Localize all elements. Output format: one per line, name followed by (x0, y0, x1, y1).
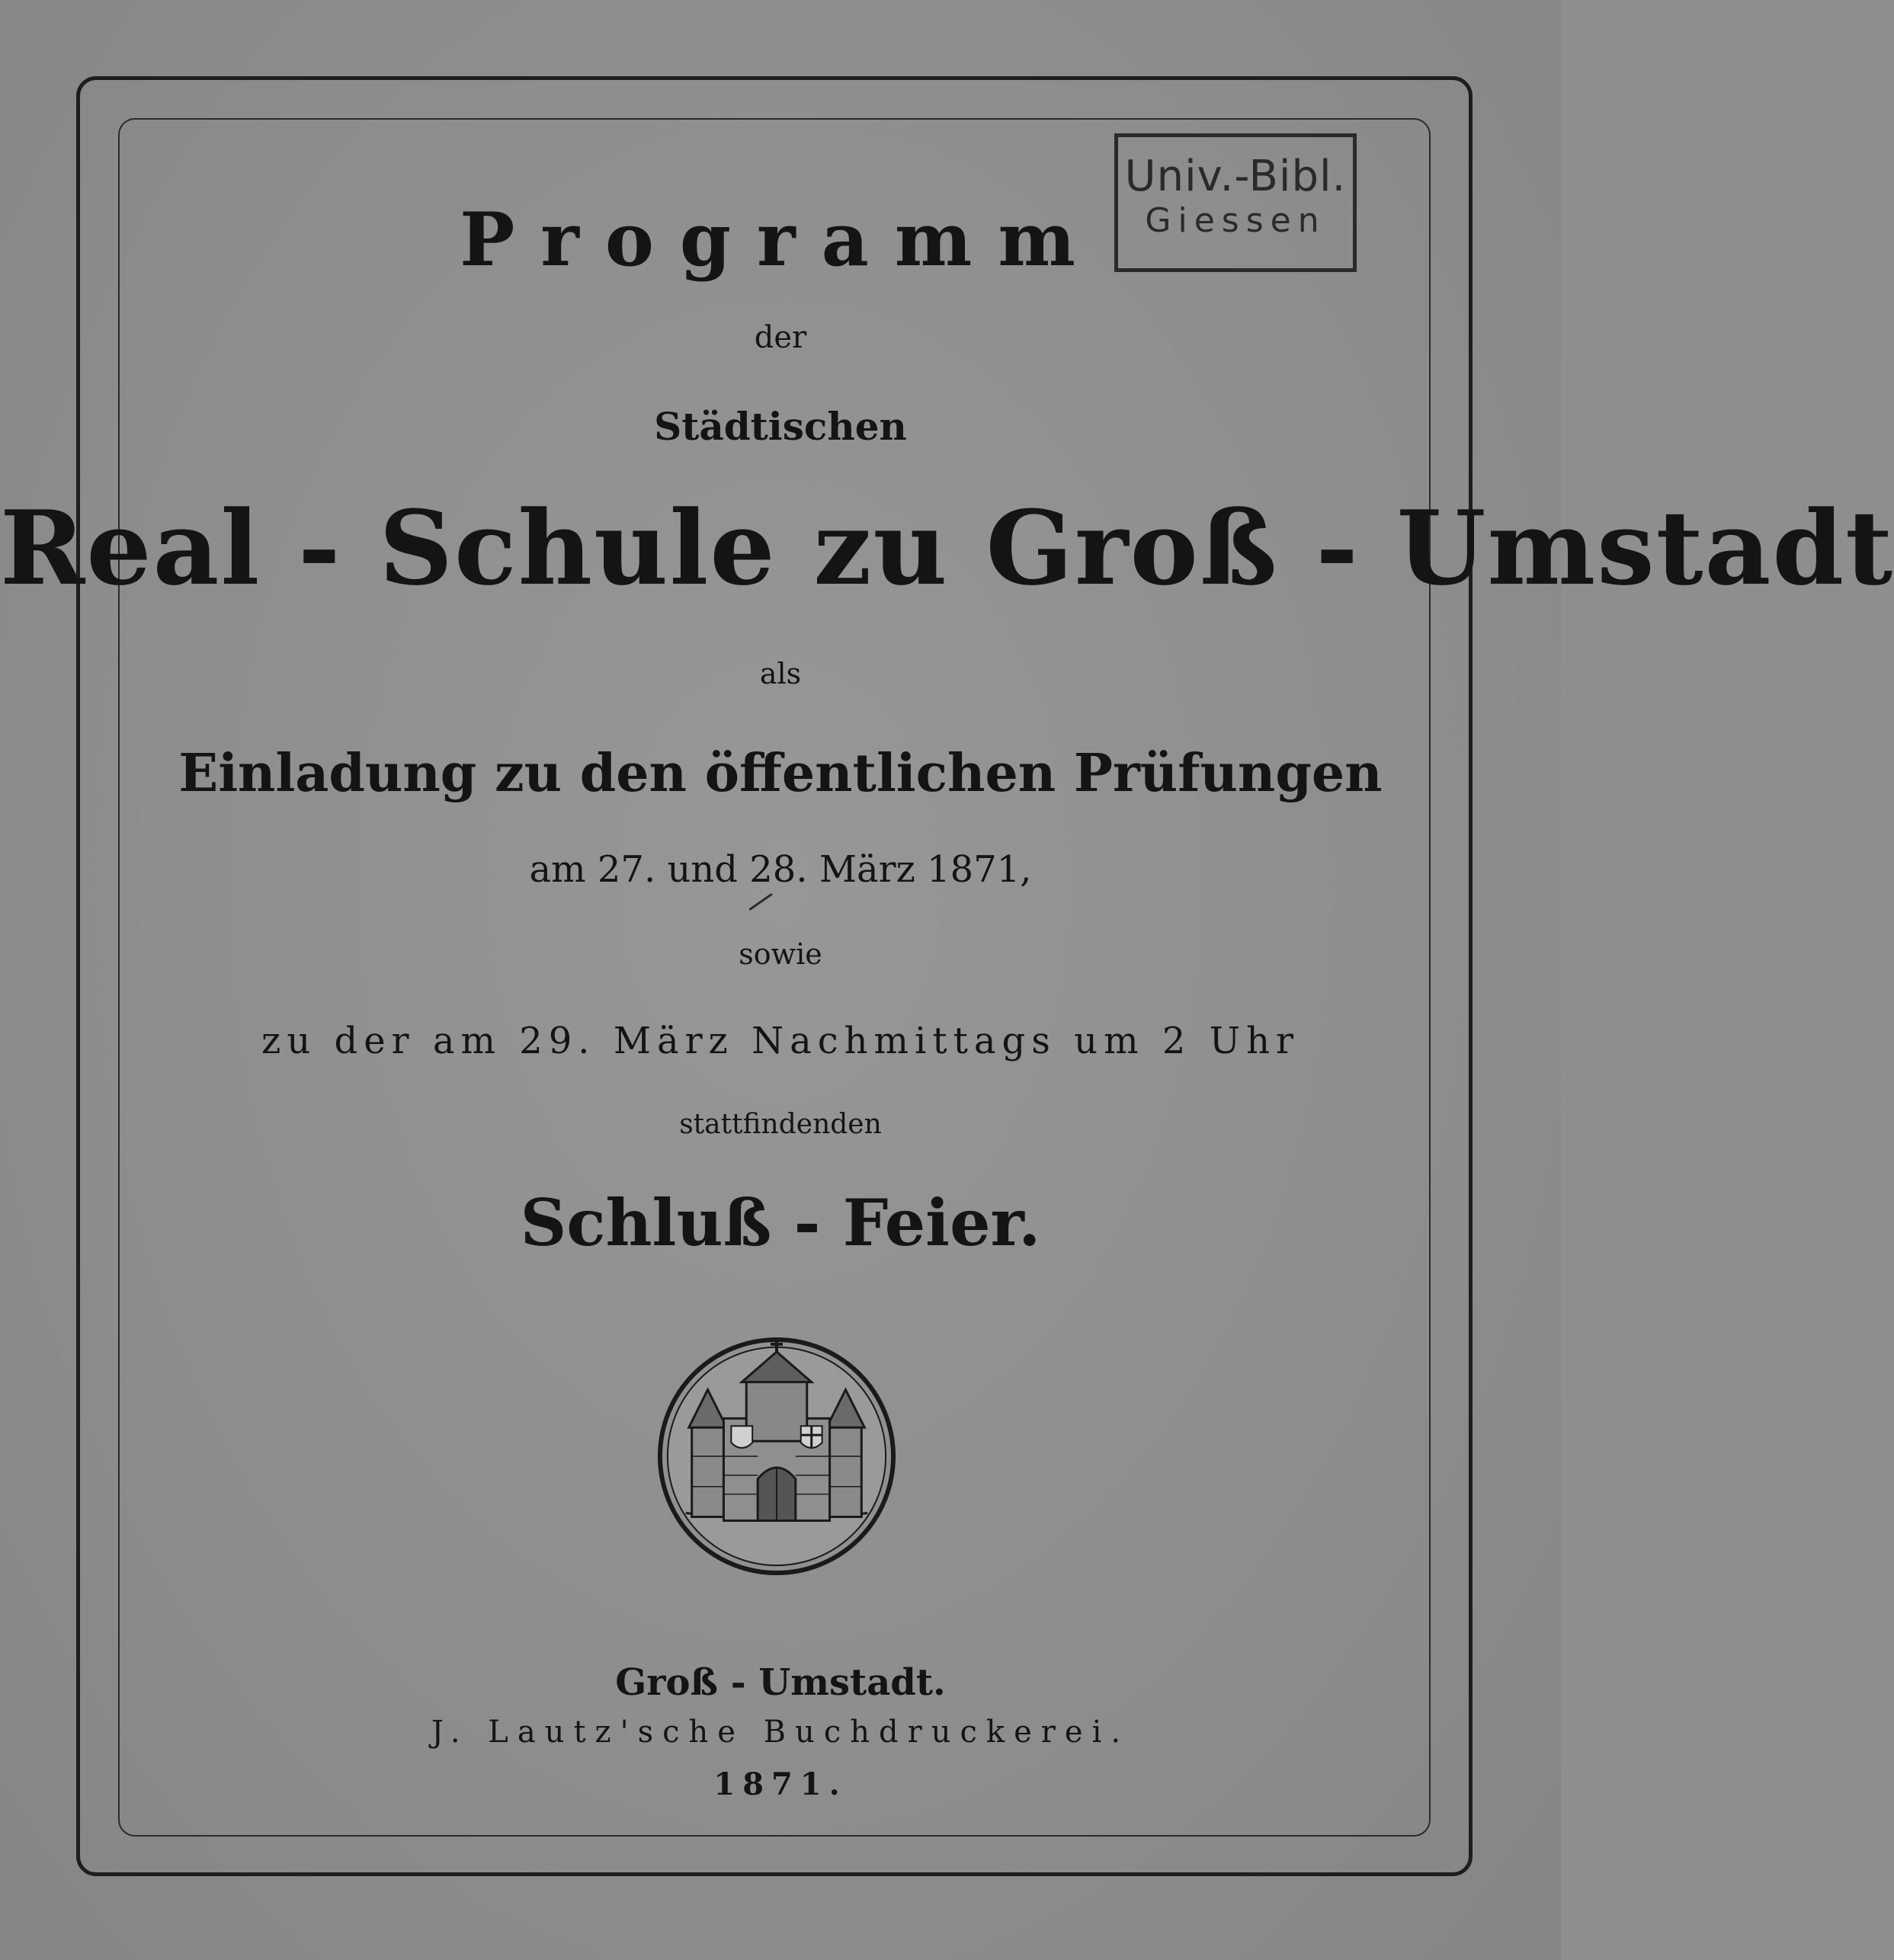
exam-dates: am 27. und 28. März 1871, (529, 848, 1032, 891)
stamp-line-1: Univ.-Bibl. (1124, 152, 1347, 201)
invitation-heading: Einladung zu den öffentlichen Prüfungen (178, 743, 1383, 804)
imprint-year: 1871. (713, 1766, 848, 1802)
text-staedtischen: Städtischen (654, 404, 907, 449)
closing-ceremony-heading: Schluß - Feier. (520, 1185, 1041, 1260)
ceremony-date: zu der am 29. März Nachmittags um 2 Uhr (261, 1020, 1300, 1062)
imprint-place: Groß - Umstadt. (615, 1661, 946, 1704)
inner-border (118, 118, 1431, 1837)
text-der: der (754, 320, 807, 355)
stamp-line-2: Giessen (1145, 201, 1326, 240)
text-sowie: sowie (739, 937, 822, 971)
text-stattfindenden: stattfindenden (679, 1109, 882, 1140)
imprint-printer: J. Lautz'sche Buchdruckerei. (431, 1715, 1130, 1750)
town-coat-of-arms-icon (655, 1335, 898, 1577)
text-als: als (759, 657, 802, 690)
title-programm: Programm (460, 197, 1101, 283)
school-name-heading: Real - Schule zu Groß - Umstadt (0, 488, 1894, 608)
